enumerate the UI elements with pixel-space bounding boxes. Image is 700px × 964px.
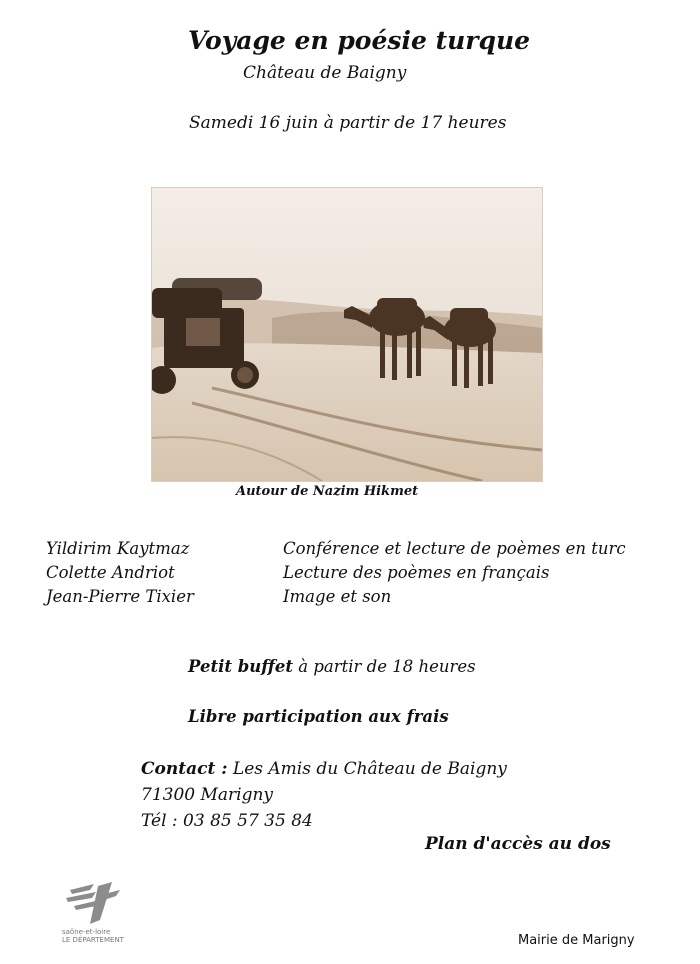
mairie-credit: Mairie de Marigny [518,933,635,948]
contact-label: Contact : [141,759,228,779]
program-person: Jean-Pierre Tixier [46,587,194,606]
logo-line-2: LE DÉPARTEMENT [62,936,124,944]
program-person: Colette Andriot [46,563,175,582]
program-activity: Image et son [283,587,392,606]
buffet-time: à partir de 18 heures [293,657,476,676]
contact-phone: Tél : 03 85 57 35 84 [141,811,313,831]
sepia-photo-camels-car [151,187,543,482]
event-title: Voyage en poésie turque [187,26,531,55]
program-activity: Conférence et lecture de poèmes en turc [283,539,626,558]
photo-caption: Autour de Nazim Hikmet [236,484,419,499]
logo-caption [62,928,124,944]
department-logo-icon [60,880,130,928]
map-note: Plan d'accès au dos [425,834,611,854]
participation-note: Libre participation aux frais [188,707,449,726]
program-activity: Lecture des poèmes en français [283,563,550,582]
contact-address: 71300 Marigny [141,785,274,805]
photo-illustration [152,188,542,481]
program-person: Yildirim Kaytmaz [46,539,190,558]
buffet-label: Petit buffet [188,657,294,676]
buffet-note [188,657,476,676]
contact-organization: Les Amis du Château de Baigny [227,759,507,779]
venue-subtitle: Château de Baigny [243,63,407,83]
logo-line-1: saône-et-loire [62,928,111,936]
event-date: Samedi 16 juin à partir de 17 heures [189,113,507,133]
contact-line [141,759,507,779]
